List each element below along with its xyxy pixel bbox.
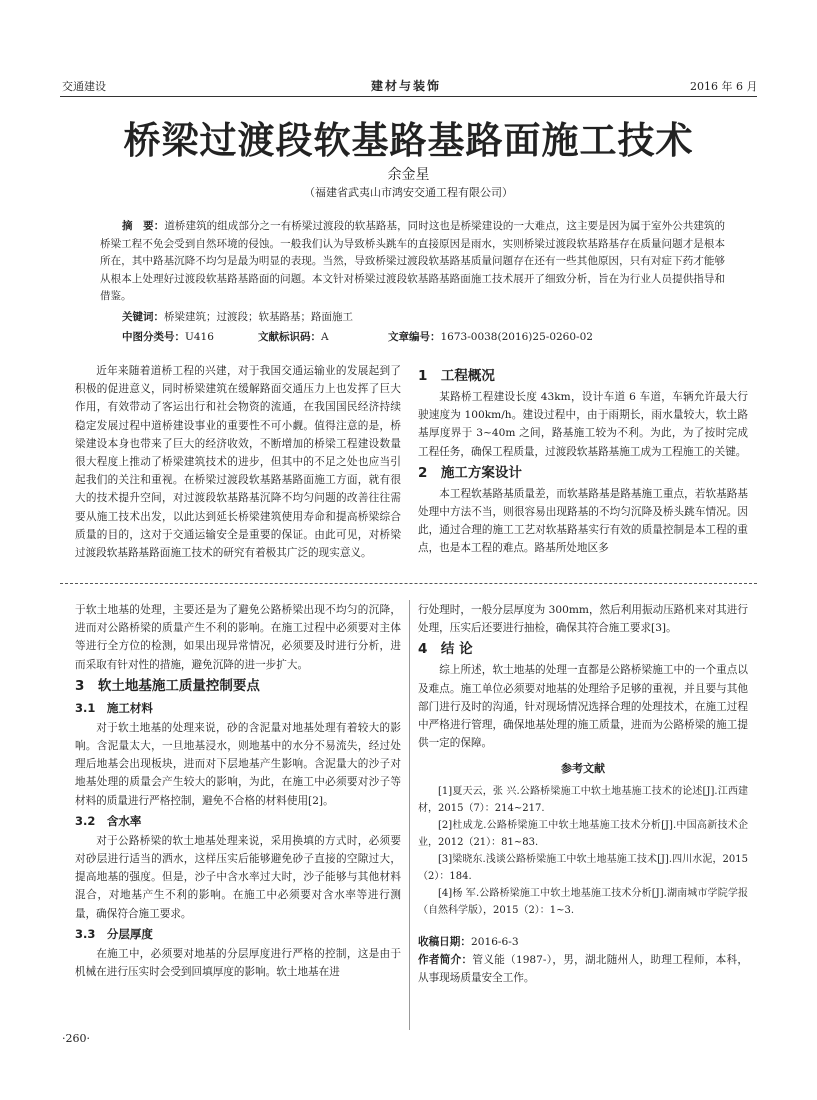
bio-label: 作者简介： (418, 953, 473, 966)
lower-left-column (75, 601, 401, 981)
section-3-3-heading: 3.3 分层厚度 (75, 926, 153, 941)
section-2-paragraph: 本工程软基路基质量差，而软基路基是路基施工重点，若软基路基处理中方法不当，则很容易出现路基的不均匀沉降及桥头跳车情况。因此，通过合理的施工工艺对软基路基实行有效的质量控制是本工程的重点，也是本工程的难点。路基所处地区多 (418, 487, 748, 555)
journal-logo: 建材与装饰 (371, 79, 442, 93)
continued-paragraph-right: 行处理时，一般分层厚度为 300mm，然后利用振动压路机来对其进行处理，压实后还要进行抽检，确保其符合施工要求[3]。 (418, 604, 748, 635)
abstract (100, 218, 725, 306)
clc-number (122, 329, 214, 344)
column-divider (409, 600, 410, 1030)
received-date (418, 933, 748, 951)
abstract-text: 道桥建筑的组成部分之一有桥梁过渡段的软基路基，同时这也是桥梁建设的一大难点，这主要是因为属于室外公共建筑的桥梁工程不免会受到自然环境的侵蚀。一般我们认为导致桥头跳车的直接原因是雨水，实则桥梁过渡段软基路基存在质量问题才是根本所在，其中路基沉降不均匀是最为明显的表现。当然，导致桥梁过渡段软基路基质量问题存在还有一些其他原因，只有对症下药才能够从根本上处理好过渡段软基路基路面的问题。本文针对桥梁过渡段软基路基路面施工技术展开了细致分析，旨在为行业人员提供指导和借鉴。 (100, 220, 726, 303)
article-title: 桥梁过渡段软基路基路面施工技术 (123, 119, 694, 162)
keywords-label: 关键词： (122, 311, 164, 323)
section-3-3-paragraph: 在施工中，必须要对地基的分层厚度进行严格的控制，这是由于机械在进行压实时会受到回填厚度的影响。软土地基在进 (75, 947, 401, 979)
section-1-paragraph: 某路桥工程建设长度 43km，设计车道 6 车道，车辆允许最大行驶速度为 100km/h。建设过程中，由于雨期长，雨水量较大，软土路基厚度界于 3~40m 之间，路基施工较为不利。为此，为了按时完成工程任务，确保工程质量，过渡段软基路基施工成为工程施工的关键。 (418, 391, 748, 458)
section-3-1-paragraph: 对于软土地基的处理来说，砂的含泥量对地基处理有着较大的影响。含泥量太大，一旦地基浸水，则地基中的水分不易流失，经过处理后地基会出现板块，进而对下层地基产生影响。含泥量大的沙子对地基处理的质量会产生较大的影响，为此，在施工中必须要对沙子等材料的质量进行严格控制，避免不合格的材料使用[2]。 (75, 721, 401, 807)
conclusion-paragraph: 综上所述，软土地基的处理一直都是公路桥梁施工中的一个重点以及难点。施工单位必须要对地基的处理给予足够的重视，并且要与其他部门进行及时的沟通，针对现场情况选择合理的处理技术，在施工过程中严格进行管理，确保地基处理的施工质量，进而为公路桥梁的施工提供一定的保障。 (418, 664, 748, 750)
section-2-heading: 2 施工方案设计 (418, 464, 522, 481)
document-code (258, 329, 329, 344)
intro-paragraph: 近年来随着道桥工程的兴建，对于我国交通运输业的发展起到了积极的促进意义，同时桥梁建筑在缓解路面交通压力上也发挥了巨大作用，有效带动了客运出行和社会物资的流通，在我国国民经济持续稳定发展过程中道桥建设事业的重要性不可小觑。值得注意的是，桥梁建设本身也带来了巨大的经济收效，不断增加的桥梁工程建设数量很大程度上推动了桥梁建筑技术的进步，但其中的不足之处也应当引起我们的关注和重视。在桥梁过渡段软基路基路面施工方面，就有很大的技术提升空间，对过渡段软基路基沉降不均匀问题的改善往往需要从施工技术出发，以此达到延长桥梁建筑使用寿命和提高桥梁综合质量的目的，这对于交通运输安全是重要的保证。由此可见，对桥梁过渡段软基路基路面施工技术的研究有着极其广泛的现实意义。 (75, 365, 401, 560)
section-3-2-paragraph: 对于公路桥梁的软土地基处理来说，采用换填的方式时，必须要对砂层进行适当的洒水，这样压实后能够避免砂子直接的空隙过大，提高地基的强度。但是，沙子中含水率过大时，沙子能够与其他材料混合，对地基产生不利的影响。在施工中必须要对含水率等进行测量，确保符合施工要求。 (75, 834, 401, 920)
clc-label: 中图分类号： (122, 331, 185, 343)
continued-paragraph: 于软土地基的处理，主要还是为了避免公路桥梁出现不均匀的沉降，进而对公路桥梁的质量产生不利的影响。在施工过程中必须要对主体等进行全方位的检测，如果出现异常情况，必须要及时进行分析，进而采取有针对性的措施，避免沉降的进一步扩大。 (75, 604, 401, 671)
article-label: 文章编号： (388, 331, 441, 343)
article-value: 1673-0038(2016)25-0260-02 (440, 331, 593, 343)
header-rule (60, 96, 757, 97)
author: 余金星 (387, 167, 430, 183)
section-3-2-heading: 3.2 含水率 (75, 813, 142, 828)
reference-item: [1]夏天云，张 兴.公路桥梁施工中软土地基施工技术的论述[J].江西建材，2015（7）：214~217. (418, 785, 748, 814)
doc-value: A (321, 331, 329, 343)
received-label: 收稿日期： (418, 935, 471, 948)
reference-item: [2]杜成龙.公路桥梁施工中软土地基施工技术分析[J].中国高新技术企业，2012（21）：81~83. (418, 819, 748, 848)
reference-item: [3]梁晓东.浅谈公路桥梁施工中软土地基施工技术[J].四川水泥，2015（2）：184. (418, 853, 748, 882)
bio-value: 管义能（1987-），男，湖北随州人，助理工程师，本科，从事现场质量安全工作。 (418, 953, 748, 985)
upper-right-column (418, 364, 748, 558)
keywords-text: 桥梁建筑；过渡段；软基路基；路面施工 (164, 311, 353, 323)
affiliation: （福建省武夷山市鸿安交通工程有限公司） (304, 186, 513, 199)
column-break-divider (60, 583, 757, 584)
section-4-heading: 4 结 论 (418, 641, 473, 658)
journal-section: 交通建设 (62, 80, 106, 93)
issue-date: 2016 年 6 月 (690, 80, 758, 93)
doc-label: 文献标识码： (258, 331, 321, 343)
reference-item: [4]杨 军.公路桥梁施工中软土地基施工技术分析[J].湖南城市学院学报（自然科学版），2015（2）：1~3. (418, 887, 748, 916)
received-value: 2016-6-3 (470, 935, 519, 948)
page-number: ·260· (62, 1032, 90, 1045)
author-bio (418, 951, 748, 987)
keywords (122, 309, 353, 324)
section-1-heading: 1 工程概况 (418, 368, 495, 384)
section-3-heading: 3 软土地基施工质量控制要点 (75, 677, 260, 694)
upper-left-column (75, 362, 401, 562)
lower-right-column (418, 601, 748, 987)
references-heading: 参考文献 (561, 762, 605, 776)
article-number (388, 329, 593, 344)
clc-value: U416 (185, 331, 214, 343)
abstract-label: 摘 要： (122, 220, 165, 232)
section-3-1-heading: 3.1 施工材料 (75, 700, 153, 715)
